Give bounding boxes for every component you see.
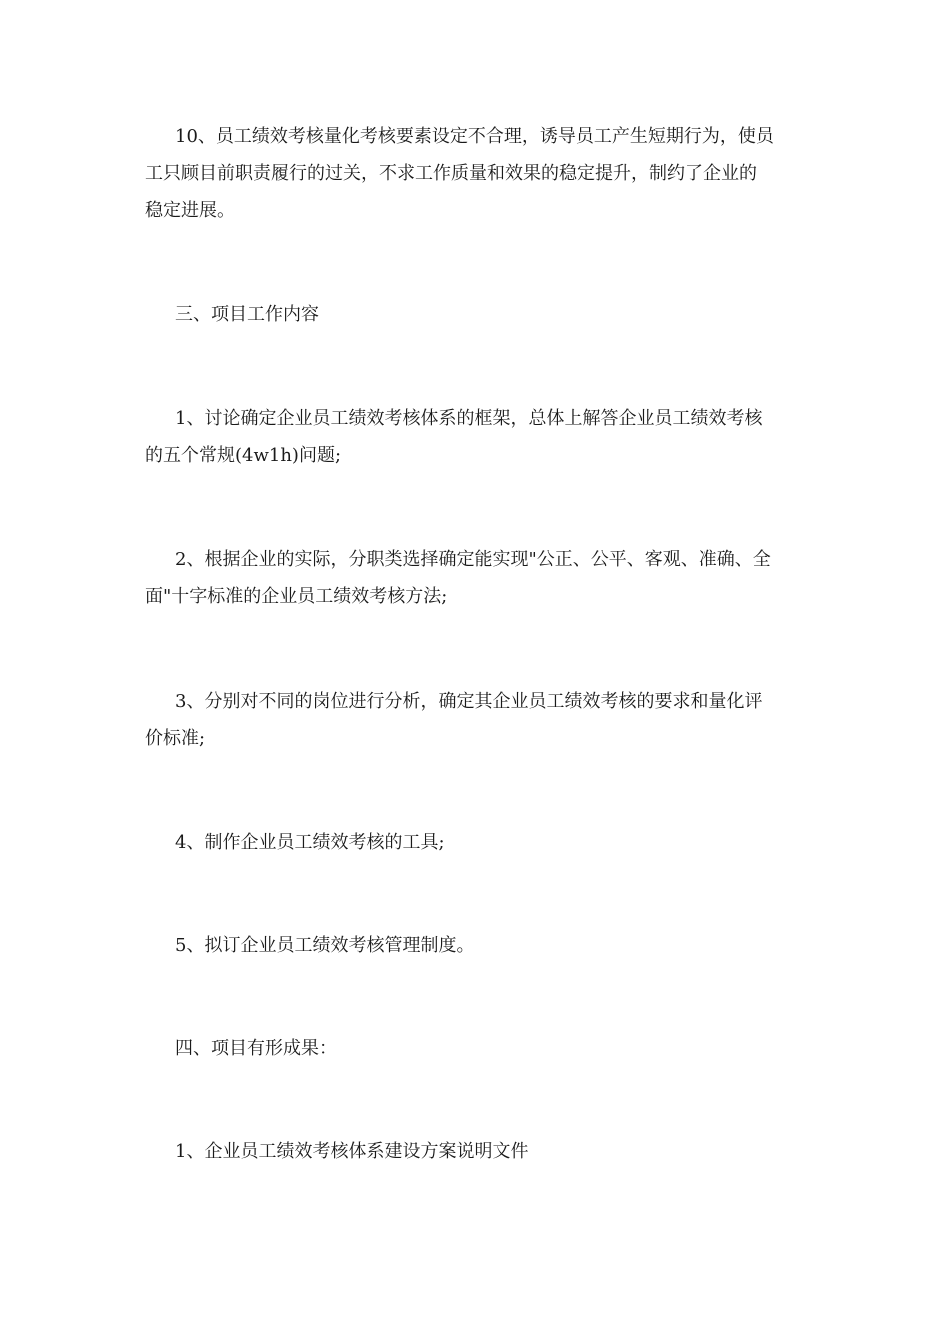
text-line: 2、根据企业的实际，分职类选择确定能实现"公正、公平、客观、准确、全 xyxy=(175,549,771,570)
text-line: 1、讨论确定企业员工绩效考核体系的框架，总体上解答企业员工绩效考核 xyxy=(175,408,763,429)
paragraph-item-2 xyxy=(145,541,805,615)
paragraph-item-10 xyxy=(145,118,805,229)
paragraph-item-4 xyxy=(145,824,805,861)
text-line: 稳定进展。 xyxy=(145,200,235,221)
text-line: 工只顾目前职责履行的过关，不求工作质量和效果的稳定提升，制约了企业的 xyxy=(145,163,757,184)
heading-text: 四、项目有形成果： xyxy=(175,1038,337,1059)
text-line: 面"十字标准的企业员工绩效考核方法; xyxy=(145,586,448,607)
text-line: 5、拟订企业员工绩效考核管理制度。 xyxy=(175,935,475,956)
heading-text: 三、项目工作内容 xyxy=(175,304,319,325)
paragraph-item-3 xyxy=(145,683,805,757)
text-line: 1、企业员工绩效考核体系建设方案说明文件 xyxy=(175,1141,529,1162)
text-line: 10、员工绩效考核量化考核要素设定不合理，诱导员工产生短期行为，使员 xyxy=(175,126,774,147)
section-heading-3 xyxy=(145,296,805,333)
section-heading-4 xyxy=(145,1030,805,1067)
text-line: 的五个常规(4w1h)问题; xyxy=(145,445,342,466)
text-line: 3、分别对不同的岗位进行分析，确定其企业员工绩效考核的要求和量化评 xyxy=(175,691,763,712)
text-line: 价标准; xyxy=(145,728,206,749)
paragraph-item-5 xyxy=(145,927,805,964)
text-line: 4、制作企业员工绩效考核的工具; xyxy=(175,832,445,853)
paragraph-result-1 xyxy=(145,1133,805,1170)
paragraph-item-1 xyxy=(145,400,805,474)
